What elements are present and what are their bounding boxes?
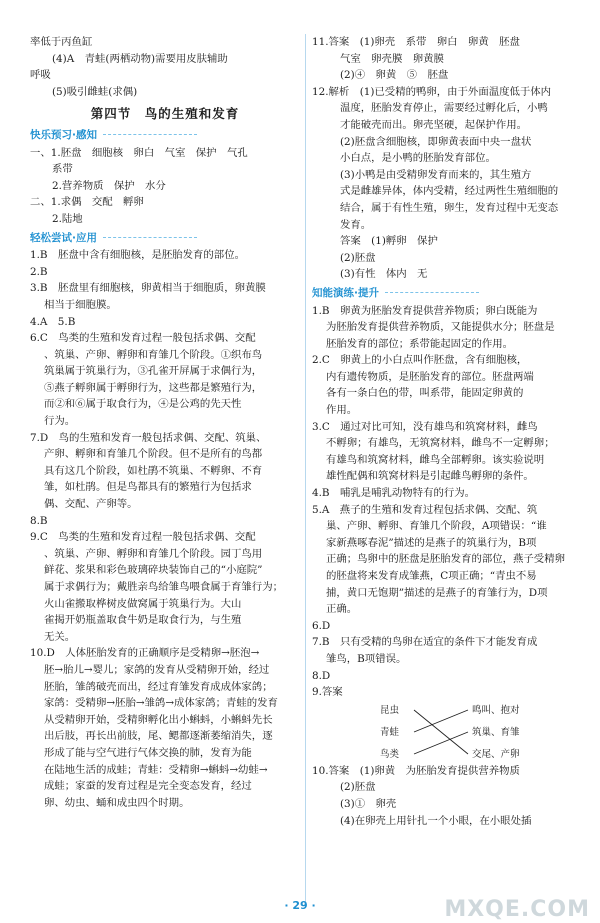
answer-line: 形成了能与空气进行气体交换的肺，发育为能 (44, 746, 252, 759)
answer-line: (4)在卵壳上用针扎一个小眼，在小眼处插 (340, 814, 532, 827)
answer-line: 11.答案 (1)卵壳 系带 卵白 卵黄 胚盘 (312, 36, 520, 48)
answer-line: 温度，胚胎发育停止，需要经过孵化后，小鸭 (340, 102, 548, 115)
answer-line: 雏鸟，B项错误。 (326, 652, 407, 665)
answer-line: (2)胚盘 (340, 781, 376, 794)
answer-line: 2.B (30, 265, 48, 278)
answer-line: 各有一条白色的带，叫系带，能固定卵黄的 (326, 387, 524, 400)
answer-line: 式是雌雄异体，体内受精，经过两性生殖细胞的 (340, 185, 559, 198)
answer-line: 无关。 (44, 630, 76, 643)
answer-line: 胚胎，雏鸽破壳而出，经过育雏发育成成体家鸽； (44, 680, 273, 693)
answer-line: 卵、幼虫、蛹和成虫四个时期。 (44, 796, 190, 809)
answer-line: 筑巢属于筑巢行为，③孔雀开屏属于求偶行为， (44, 365, 263, 378)
answer-line: 相当于细胞膜。 (44, 298, 117, 311)
answer-line: 具有这几个阶段，如杜鹃不筑巢、不孵卵、不育 (44, 464, 263, 477)
answer-line: 才能破壳而出。卵壳坚硬，起保护作用。 (340, 118, 528, 131)
answer-line: 鲜花、浆果和彩色玻璃碎块装饰自己的“小庭院” (44, 564, 263, 577)
answer-line: 7.B 只有受精的鸟卵在适宜的条件下才能发育成 (312, 636, 538, 649)
section-label-practice: 知能演练·提升 (312, 285, 578, 302)
match-line (414, 710, 468, 732)
answer-line: 、筑巢、产卵、孵卵和育雏几个阶段。①织布鸟 (44, 348, 263, 361)
answer-line: 10.答案 (1)卵黄 为胚胎发育提供营养物质 (312, 764, 520, 777)
answer-line: 结合，属于有性生殖，卵生，发育过程中无变态 (340, 201, 559, 214)
answer-line: 1.B 胚盘中含有细胞核，是胚胎发育的部位。 (30, 249, 245, 262)
diagram-left-item: 昆虫 (380, 704, 400, 716)
section-title: 第四节 鸟的生殖和发育 (90, 106, 240, 122)
answer-line: 行为。 (44, 415, 76, 428)
text-line: 率低于丙鱼缸 (30, 36, 93, 48)
answer-line: 8.D (312, 669, 331, 682)
text-line: 2.陆地 (52, 212, 83, 225)
answer-line: 而②和⑥属于取食行为，④是公鸡的先天性 (44, 398, 242, 411)
answer-line: 10.D 人体胚胎发育的正确顺序是受精卵→胚泡→ (30, 647, 260, 660)
answer-line: 正确。 (326, 603, 358, 616)
answer-line: 7.D 鸟的生殖和发育一般包括求偶、交配、筑巢、 (30, 431, 267, 444)
answer-line: 的胚盘将来发育成雏燕，C项正确；“青虫不易 (326, 570, 537, 582)
answer-line: 5.A 燕子的生殖和发育过程包括求偶、交配、筑 (312, 503, 538, 516)
text-line: (4)A 青蛙(两栖动物)需要用皮肤辅助 (52, 52, 228, 65)
answer-line: 答案 (1)孵卵 保护 (340, 235, 438, 248)
answer-line: 4.A 5.B (30, 315, 76, 328)
answer-line: 6.D (312, 619, 331, 632)
text-line: 系带 (52, 163, 73, 176)
section-label-preview: 快乐预习·感知 (30, 127, 300, 144)
watermark-logo: MXQE.COM (444, 897, 590, 923)
answer-line: 出后肢，再长出前肢，尾、鳃都逐渐萎缩消失，逐 (44, 730, 273, 743)
answer-line: 3.B 胚盘里有细胞核，卵黄相当于细胞质，卵黄膜 (30, 282, 266, 295)
answer-line: 成蛙；家蚕的发育过程是完全变态发育，经过 (44, 780, 252, 793)
answer-line: 为胚胎发育提供营养物质，又能提供水分；胚盘是 (326, 321, 555, 334)
section-label-try: 轻松尝试·应用 (30, 230, 300, 247)
answer-line: 作用。 (326, 404, 358, 417)
answer-line: ⑤燕子孵卵属于孵卵行为，这些都是繁殖行为， (44, 381, 263, 394)
diagram-left-item: 鸟类 (380, 748, 400, 760)
answer-line: 正确；鸟卵中的胚盘是胚胎发育的部位，燕子受精卵 (326, 553, 565, 566)
answer-line: 雄性配偶和筑窝材料是引起雌鸟孵卵的条件。 (326, 470, 534, 483)
answer-line: 9.答案 (312, 686, 343, 699)
match-line (414, 732, 468, 754)
matching-diagram (312, 701, 578, 763)
answer-line: 9.C 鸟类的生殖和发育过程一般包括求偶、交配 (30, 531, 256, 544)
answer-line: 8.B (30, 514, 48, 527)
answer-line: 巢、产卵、孵卵、育雏几个阶段，A项错误：“谁 (326, 520, 547, 533)
text-line: 2.营养物质 保护 水分 (52, 179, 166, 192)
answer-line: 1.B 卵黄为胚胎发育提供营养物质；卵白既能为 (312, 304, 538, 317)
answer-line: (3)有性 体内 无 (340, 268, 428, 281)
answer-line: 火山雀搬取桦树皮做窝属于筑巢行为。大山 (44, 597, 242, 610)
answer-line: 、筑巢、产卵、孵卵和育雏几个阶段。园丁鸟用 (44, 547, 263, 560)
matching-lines (412, 701, 472, 763)
answer-line: 属于求偶行为；戴胜亲鸟给雏鸟喂食属于育雏行为； (44, 581, 283, 593)
diagram-left-item: 青蛙 (380, 726, 400, 738)
text-line: 二、1.求偶 交配 孵卵 (30, 196, 144, 209)
diagram-right-item: 鸣叫、抱对 (472, 704, 520, 716)
answer-line: 内有遗传物质，是胚胎发育的部位。胚盘两端 (326, 370, 534, 383)
text-line: 呼吸 (30, 69, 51, 82)
diagram-right-item: 交尾、产卵 (472, 748, 520, 760)
answer-line: (3)① 卵壳 (340, 797, 397, 810)
answer-line: 从受精卵开始，受精卵孵化出小蝌蚪，小蝌蚪先长 (44, 713, 273, 726)
answer-line: 4.B 哺乳是哺乳动物特有的行为。 (312, 487, 476, 500)
answer-line: 不孵卵；有雄鸟，无筑窝材料，雌鸟不一定孵卵； (326, 437, 555, 450)
page-number: · 29 · (284, 899, 316, 912)
answer-line: (2)胚盘 (340, 251, 376, 264)
answer-line: 6.C 鸟类的生殖和发育过程一般包括求偶、交配 (30, 332, 256, 345)
diagram-right-item: 筑巢、育雏 (472, 726, 520, 738)
answer-line: 发育。 (340, 218, 372, 231)
answer-line: (2)④ 卵黄 ⑤ 胚盘 (340, 69, 449, 82)
answer-line: 雀揭开奶瓶盖取食牛奶是取食行为，与生殖 (44, 614, 242, 627)
answer-line: 在陆地生活的成蛙；青蛙：受精卵→蝌蚪→幼蛙→ (44, 763, 268, 776)
answer-line: 小白点，是小鸭的胚胎发育部位。 (340, 152, 496, 165)
answer-line: 捕，黄口无饱期”描述的是燕子的育雏行为，D项 (326, 586, 548, 599)
answer-line: 2.C 卵黄上的小白点叫作胚盘，含有细胞核， (312, 354, 528, 367)
answer-line: 雏，如杜鹃。但是鸟都具有的繁殖行为包括求 (44, 481, 252, 494)
answer-line: (2)胚盘含细胞核，即卵黄表面中央一盘状 (340, 135, 532, 148)
answer-line: 气室 卵壳膜 卵黄膜 (340, 52, 444, 65)
text-line: (5)吸引雌蛙(求偶) (52, 85, 138, 98)
right-column (312, 34, 578, 829)
column-divider (305, 34, 306, 904)
answer-line: 家新燕啄春泥”描述的是燕子的筑巢行为，B项 (326, 536, 537, 549)
left-column (30, 34, 300, 811)
answer-line: (3)小鸭是由受精卵发育而来的，其生殖方 (340, 168, 532, 181)
answer-line: 家鸽：受精卵→胚胎→雏鸽→成体家鸽；青蛙的发育 (44, 697, 278, 710)
match-line (414, 710, 468, 754)
answer-line: 产卵、孵卵和育雏几个阶段。但不是所有的鸟都 (44, 448, 263, 461)
answer-line: 胚胎发育的部位；系带能起固定的作用。 (326, 337, 514, 350)
answer-line: 偶、交配、产卵等。 (44, 498, 138, 511)
answer-line: 3.C 通过对比可知，没有雄鸟和筑窝材料，雌鸟 (312, 420, 538, 433)
answer-line: 有雄鸟和筑窝材料，雌鸟全部孵卵。该实验说明 (326, 453, 545, 466)
answer-line: 胚→胎儿→婴儿；家鸽的发育从受精卵开始，经过 (44, 663, 270, 676)
answer-line: 12.解析 (1)已受精的鸭卵，由于外面温度低于体内 (312, 85, 552, 98)
text-line: 一、1.胚盘 细胞核 卵白 气室 保护 气孔 (30, 146, 248, 159)
